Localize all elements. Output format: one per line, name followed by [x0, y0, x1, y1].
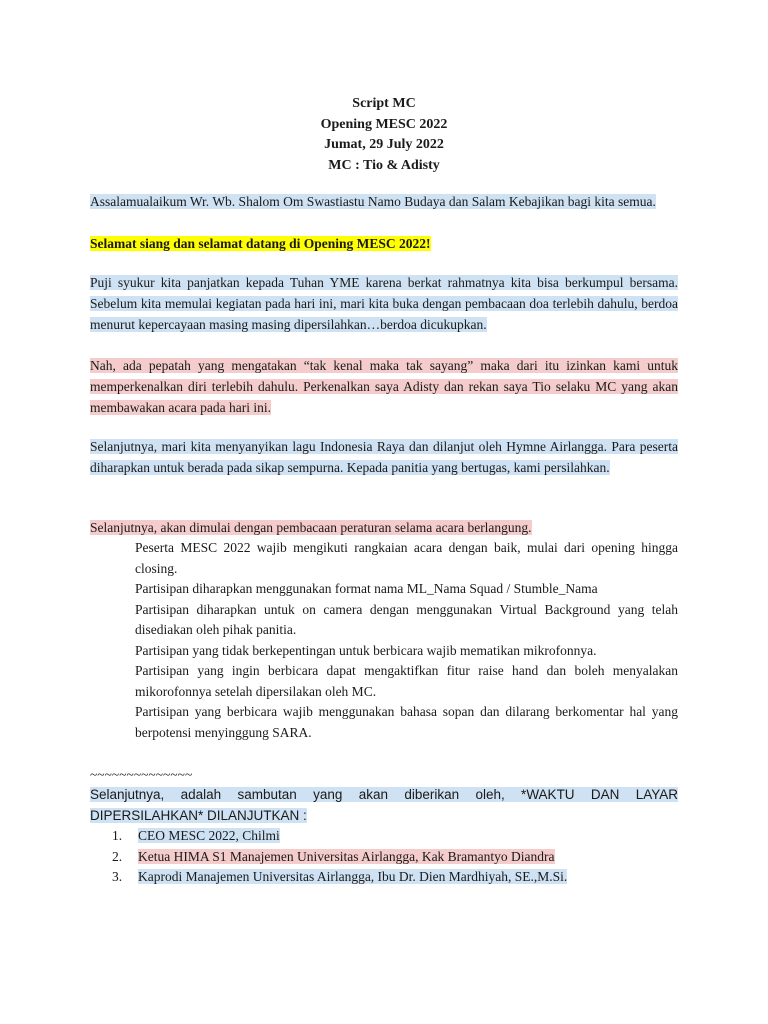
rule-item: Partisipan yang ingin berbicara dapat mengaktifkan fitur raise hand dan boleh menyalakan mikorofonnya setelah dipersilakan oleh MC.	[135, 663, 678, 699]
greeting-text: Assalamualaikum Wr. Wb. Shalom Om Swastiastu Namo Budaya dan Salam Kebajikan bagi kita semua.	[90, 194, 656, 209]
separator: ~~~~~~~~~~~~~~	[90, 767, 193, 782]
rule-item: Peserta MESC 2022 wajib mengikuti rangkaian acara dengan baik, mulai dari opening hingga closing.	[135, 540, 678, 576]
speeches-intro-text: Selanjutnya, adalah sambutan yang akan diberikan oleh, *WAKTU DAN LAYAR DIPERSILAHKAN* DILANJUTKAN :	[90, 787, 678, 823]
speakers-list	[90, 826, 678, 888]
speaker-number: 2.	[112, 848, 123, 864]
anthem-text: Selanjutnya, mari kita menyanyikan lagu Indonesia Raya dan dilanjut oleh Hymne Airlangga. Para peserta diharapkan untuk berada pada sikap sempurna. Kepada panitia yang bertugas, kami persilahkan.	[90, 439, 678, 475]
speaker-item	[90, 847, 678, 868]
intro-text: Nah, ada pepatah yang mengatakan “tak kenal maka tak sayang” maka dari itu izinkan kami untuk memperkenalkan diri terlebih dahulu. Perkenalkan saya Adisty dan rekan saya Tio selaku MC yang akan membawakan acara pada hari ini.	[90, 358, 678, 415]
rules-intro-paragraph	[90, 518, 678, 539]
rule-item: Partisipan yang berbicara wajib menggunakan bahasa sopan dan dilarang berkomentar hal yang berpotensi menyinggung SARA.	[135, 704, 678, 740]
speeches-intro-paragraph	[90, 785, 678, 827]
header-mc: MC : Tio & Adisty	[328, 157, 440, 173]
speaker-text: Kaprodi Manajemen Universitas Airlangga, Ibu Dr. Dien Mardhiyah, SE.,M.Si.	[138, 869, 568, 884]
header-title: Script MC	[352, 96, 416, 111]
greeting-paragraph	[90, 192, 678, 213]
prayer-paragraph	[90, 273, 678, 335]
header-date: Jumat, 29 July 2022	[324, 137, 444, 152]
rules-intro-text: Selanjutnya, akan dimulai dengan pembacaan peraturan selama acara berlangung.	[90, 520, 532, 535]
anthem-paragraph	[90, 437, 678, 479]
speaker-number: 3.	[112, 869, 123, 884]
prayer-text: Puji syukur kita panjatkan kepada Tuhan YME karena berkat rahmatnya kita bisa berkumpul bersama. Sebelum kita memulai kegiatan pada hari ini, mari kita buka dengan pembacaan doa terlebih dahulu, berdoa menurut kepercayaan masing masing dipersilahkan…berdoa dicukupkan.	[90, 275, 678, 332]
rules-list	[135, 538, 678, 743]
speaker-text: CEO MESC 2022, Chilmi	[138, 828, 280, 843]
speaker-number: 1.	[112, 828, 123, 843]
rule-item: Partisipan yang tidak berkepentingan untuk berbicara wajib mematikan mikrofonnya.	[135, 642, 597, 658]
speaker-item	[90, 867, 678, 888]
rule-item: Partisipan diharapkan menggunakan format nama ML_Nama Squad / Stumble_Nama	[135, 581, 598, 596]
intro-paragraph	[90, 356, 678, 418]
speaker-item	[90, 826, 678, 847]
header-event: Opening MESC 2022	[320, 116, 448, 132]
speaker-text: Ketua HIMA S1 Manajemen Universitas Airlangga, Kak Bramantyo Diandra	[138, 848, 555, 864]
welcome-paragraph	[90, 234, 678, 255]
welcome-text: Selamat siang dan selamat datang di Opening MESC 2022!	[90, 236, 431, 251]
rule-item: Partisipan diharapkan untuk on camera dengan menggunakan Virtual Background yang telah disediakan oleh pihak panitia.	[135, 601, 678, 637]
script-header	[0, 94, 768, 176]
